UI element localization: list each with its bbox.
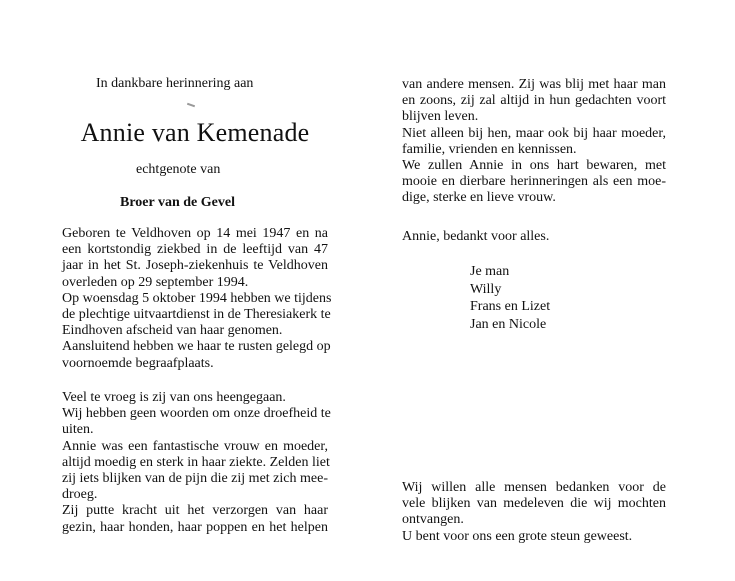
thanks-text: Annie, bedankt voor alles. [402, 229, 550, 244]
text-line: Wij hebben geen woorden om onze droefheid te [62, 406, 331, 422]
text-line: de plechtige uitvaartdienst in de Theresiakerk te [62, 306, 331, 322]
signature-line: Je man [470, 264, 510, 279]
text-line: van andere mensen. Zij was blij met haar man [402, 77, 666, 92]
text-line: droeg. [62, 487, 98, 503]
text-line: een kortstondig ziekbed in de leeftijd van 47 [62, 242, 328, 258]
text-line: Niet alleen bij hen, maar ook bij haar moeder, [402, 125, 666, 141]
text-line: We zullen Annie in ons hart bewaren, met [402, 157, 666, 173]
text-line: U bent voor ons een grote steun geweest. [402, 528, 633, 544]
text-line: en zoons, zij zal altijd in hun gedachten voort [402, 93, 666, 109]
closing-paragraph [402, 480, 666, 545]
text-line: jaar in het St. Joseph-ziekenhuis te Veldhoven [62, 258, 328, 274]
spouse-name: Broer van de Gevel [120, 195, 235, 210]
left-paragraph-2 [62, 390, 331, 536]
right-paragraph-1 [402, 77, 666, 207]
signature-line: Frans en Lizet [470, 299, 551, 315]
text-line: familie, vrienden en kennissen. [402, 141, 577, 157]
signatures [470, 263, 550, 333]
text-line: Eindhoven afscheid van haar genomen. [62, 323, 283, 339]
text-line: ontvangen. [402, 512, 464, 528]
decorative-mark [187, 103, 195, 108]
text-line: dige, sterke en lieve vrouw. [402, 190, 556, 206]
text-line: Annie was een fantastische vrouw en moeder, [62, 438, 328, 454]
thanks-line [402, 229, 666, 245]
spouse-label: echtgenote van [136, 162, 221, 177]
text-line: gezin, haar honden, haar poppen en het helpen [62, 519, 328, 535]
text-line: zij iets blijken van de pijn die zij met zich mee- [62, 470, 328, 486]
intro-text: In dankbare herinnering aan [96, 76, 254, 91]
text-line: voornoemde begraafplaats. [62, 355, 214, 371]
left-paragraph-1 [62, 226, 332, 372]
signature-line: Willy [470, 281, 502, 297]
text-line: Wij willen alle mensen bedanken voor de [402, 480, 666, 495]
text-line: Zij putte kracht uit het verzorgen van haar [62, 503, 328, 519]
text-line: overleden op 29 september 1994. [62, 274, 249, 290]
text-line: Op woensdag 5 oktober 1994 hebben we tijdens [62, 290, 332, 306]
text-line: mooie en dierbare herinneringen als een moe- [402, 174, 666, 190]
deceased-name: Annie van Kemenade [80, 118, 310, 147]
text-line: vele blijken van medeleven die wij mochten [402, 496, 666, 512]
signature-line: Jan en Nicole [470, 316, 547, 332]
text-line: altijd moedig en sterk in haar ziekte. Zelden liet [62, 454, 330, 470]
text-line: Aansluitend hebben we haar te rusten gelegd op [62, 339, 331, 355]
text-line: Veel te vroeg is zij van ons heengegaan. [62, 390, 286, 405]
text-line: uiten. [62, 422, 94, 438]
text-line: Geboren te Veldhoven op 14 mei 1947 en na [62, 226, 328, 241]
text-line: blijven leven. [402, 109, 479, 125]
